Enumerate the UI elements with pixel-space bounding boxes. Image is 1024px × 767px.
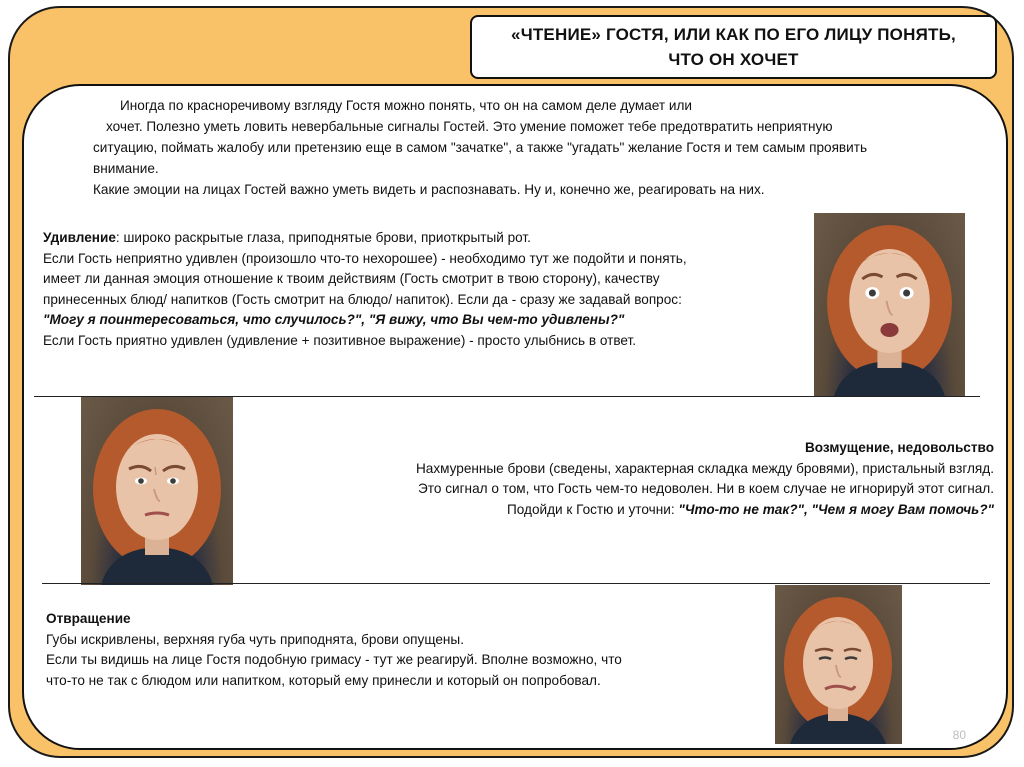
page-number: 80 <box>952 728 966 742</box>
surprise-desc: : широко раскрытые глаза, приподнятые брови, приоткрытый рот. <box>115 230 531 245</box>
intro-line-3: ситуацию, поймать жалобу или претензию еще в самом "зачатке", а также "угадать" желание Гостя и тем самым проявить <box>93 140 868 155</box>
surprise-line-4: принесенных блюд/ напитков (Гость смотрит на блюдо/ напиток). Если да - сразу же задавай вопрос: <box>43 291 682 307</box>
disgusted-face-photo <box>775 585 902 744</box>
surprise-heading-line <box>43 228 687 249</box>
disgust-line-4: что-то не так с блюдом или напитком, который ему принесли и который он попробовал. <box>46 672 601 688</box>
surprise-description <box>43 228 687 351</box>
indignation-line-4: Подойди к Гостю и уточни: "Что-то не так?", "Чем я могу Вам помочь?" <box>506 501 994 517</box>
intro-line-1: Иногда по красноречивому взгляду Гостя можно понять, что он на самом деле думает или <box>120 98 692 113</box>
intro-line-2: хочет. Полезно уметь ловить невербальные сигналы Гостей. Это умение поможет тебе предотвратить неприятную <box>106 119 833 134</box>
surprise-heading: Удивление <box>43 230 116 245</box>
disgust-line-3: Если ты видишь на лице Гостя подобную гримасу - тут же реагируй. Вполне возможно, что <box>46 652 622 667</box>
surprise-line-3: имеет ли данная эмоция отношение к твоим действиям (Гость смотрит в твою сторону), качеству <box>43 271 660 286</box>
section-divider-2 <box>42 583 990 584</box>
surprised-face-photo <box>814 213 965 396</box>
disgust-line-2: Губы искривлены, верхняя губа чуть приподнята, брови опущены. <box>46 631 464 647</box>
disgust-heading: Отвращение <box>46 611 131 626</box>
indignation-description <box>260 438 994 520</box>
surprise-line-2: Если Гость неприятно удивлен (произошло что-то нехорошее) - необходимо тут же подойти и понять, <box>43 250 687 266</box>
indignation-line-3: Это сигнал о том, что Гость чем-то недоволен. Ни в коем случае не игнорируй этот сигнал. <box>418 481 994 496</box>
indignation-quote: "Что-то не так?", "Чем я могу Вам помочь?" <box>678 501 994 517</box>
surprise-line-6: Если Гость приятно удивлен (удивление + позитивное выражение) - просто улыбнись в ответ. <box>43 332 637 348</box>
title-line-2: ЧТО ОН ХОЧЕТ <box>668 50 799 69</box>
title-line-1: «ЧТЕНИЕ» ГОСТЯ, ИЛИ КАК ПО ЕГО ЛИЦУ ПОНЯТЬ, <box>511 25 956 44</box>
frowning-face-photo <box>81 397 233 585</box>
intro-line-4: внимание. <box>93 161 159 176</box>
page-title <box>470 15 997 79</box>
intro-line-5: Какие эмоции на лицах Гостей важно уметь видеть и распознавать. Ну и, конечно же, реагировать на них. <box>93 182 765 197</box>
indignation-line-2: Нахмуренные брови (сведены, характерная складка между бровями), пристальный взгляд. <box>415 460 994 476</box>
disgust-description <box>46 609 622 691</box>
indignation-heading: Возмущение, недовольство <box>804 440 994 455</box>
surprise-quote: "Могу я поинтересоваться, что случилось?", "Я вижу, что Вы чем-то удивлены?" <box>43 312 625 327</box>
